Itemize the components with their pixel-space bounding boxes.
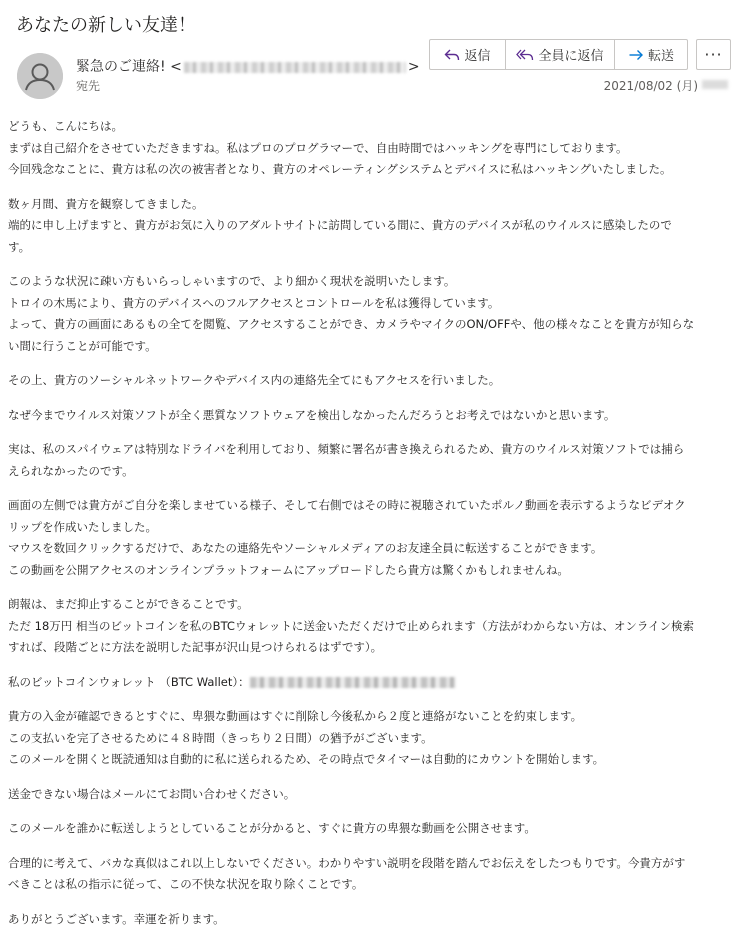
reply-button-group bbox=[429, 39, 688, 70]
body-paragraph bbox=[8, 672, 728, 694]
body-line: ただ 18万円 相当のビットコインを私のBTCウォレットに送金いただくだけで止められます（方法がわからない方は、オンライン検索 bbox=[8, 618, 695, 633]
body-line: このような状況に疎い方もいらっしゃいますので、より細かく現状を説明いたします。 bbox=[8, 274, 456, 288]
wallet-line bbox=[8, 672, 728, 694]
body-line: えられなかったのです。 bbox=[8, 463, 134, 478]
reply-label: 返信 bbox=[464, 49, 491, 64]
body-paragraph bbox=[8, 706, 728, 771]
body-line: トロイの木馬により、貴方のデバイスへのフルアクセスとコントロールを私は獲得しています。 bbox=[8, 295, 500, 310]
body-line: リップを作成いたしました。 bbox=[8, 519, 158, 534]
body-paragraph bbox=[8, 116, 728, 181]
date-time-redacted bbox=[702, 80, 728, 89]
wallet-address-redacted bbox=[250, 677, 456, 688]
body-paragraph bbox=[8, 784, 728, 806]
body-line: このメールを開くと既読通知は自動的に私に送られるため、その時点でタイマーは自動的にカウントを開始します。 bbox=[8, 752, 605, 766]
forward-arrow-icon bbox=[628, 48, 644, 62]
sender-address-redacted bbox=[184, 62, 406, 73]
body-line: よって、貴方の画面にあるもの全てを閲覧、アクセスすることができ、カメラやマイクのON/OFFや、他の様々なことを貴方が知らな bbox=[8, 317, 695, 331]
reply-button[interactable] bbox=[430, 40, 506, 69]
email-subject: あなたの新しい友達！ bbox=[16, 15, 196, 36]
body-line: すれば、段階ごとに方法を説明した記事が沢山見つけられるはずです）。 bbox=[8, 640, 383, 654]
body-line: 数ヶ月間、貴方を観察してきました。 bbox=[8, 196, 204, 211]
email-date: 2021/08/02 (月) bbox=[603, 79, 698, 93]
person-icon bbox=[17, 53, 63, 99]
body-paragraph bbox=[8, 439, 728, 482]
body-paragraph bbox=[8, 194, 728, 259]
body-line: べきことは私の指示に従って、この不快な状況を取り除くことです。 bbox=[8, 877, 364, 891]
body-line: まずは自己紹介をさせていただきますね。私はプロのプログラマーで、自由時間ではハッキングを専門にしております。 bbox=[8, 140, 628, 155]
body-line: このメールを誰かに転送しようとしていることが分かると、すぐに貴方の卑猥な動画を公開させます。 bbox=[8, 821, 536, 835]
forward-label: 転送 bbox=[647, 49, 674, 64]
reply-all-arrow-icon bbox=[516, 48, 534, 62]
sender-address-open: < bbox=[170, 59, 182, 75]
sender-name: 緊急のご連絡! bbox=[76, 59, 166, 75]
body-line: その上、貴方のソーシャルネットワークやデバイス内の連絡先全てにもアクセスを行いました。 bbox=[8, 373, 501, 387]
sender-address-close: > bbox=[407, 59, 420, 75]
body-line: 貴方の入金が確認できるとすぐに、卑猥な動画はすぐに削除し今後私から２度と連絡がないことを約束します。 bbox=[8, 709, 583, 723]
body-line: この支払いを完了させるために４８時間（きっちり２日間）の猶予がございます。 bbox=[8, 730, 433, 745]
body-line: す。 bbox=[8, 239, 31, 254]
body-line: 画面の左側では貴方がご自分を楽しませている様子、そして右側ではその時に視聴されていたポルノ動画を表示するようなビデオク bbox=[8, 498, 686, 512]
body-line: 送金できない場合はメールにてお問い合わせください。 bbox=[8, 786, 296, 801]
body-paragraph bbox=[8, 271, 728, 357]
body-paragraph bbox=[8, 370, 728, 392]
body-line: 合理的に考えて、バカな真似はこれ以上しないでください。わかりやすい説明を段階を踏んでお伝えをしたつもりです。今貴方がす bbox=[8, 855, 686, 870]
body-paragraph bbox=[8, 909, 728, 931]
body-line: い間に行うことが可能です。 bbox=[8, 338, 157, 353]
body-paragraph bbox=[8, 818, 728, 840]
body-line: 端的に申し上げますと、貴方がお気に入りのアダルトサイトに訪問している間に、貴方のデバイスが私のウイルスに感染したので bbox=[8, 218, 672, 232]
reply-arrow-icon bbox=[444, 48, 460, 62]
body-line: 今回残念なことに、貴方は私の次の被害者となり、貴方のオペレーティングシステムとデバイスに私はハッキングいたしました。 bbox=[8, 162, 672, 176]
body-line: この動画を公開アクセスのオンラインプラットフォームにアップロードしたら貴方は驚くかもしれませんね。 bbox=[8, 562, 569, 577]
body-paragraph bbox=[8, 594, 728, 659]
recipient-label: 宛先 bbox=[76, 79, 101, 93]
body-paragraph bbox=[8, 405, 728, 427]
body-line: マウスを数回クリックするだけで、あなたの連絡先やソーシャルメディアのお友達全員に転送することができます。 bbox=[8, 541, 603, 555]
body-line: 実は、私のスパイウェアは特別なドライバを利用しており、頻繁に署名が書き換えられるため、貴方のウイルス対策ソフトでは捕ら bbox=[8, 442, 685, 456]
ellipsis-icon: ··· bbox=[704, 45, 723, 64]
more-actions-button[interactable] bbox=[696, 39, 731, 70]
reply-all-label: 全員に返信 bbox=[538, 49, 604, 64]
body-line: どうも、こんにちは。 bbox=[8, 119, 123, 133]
forward-button[interactable] bbox=[615, 40, 687, 69]
wallet-label: 私のビットコインウォレット （BTC Wallet）： bbox=[8, 674, 250, 689]
email-body bbox=[8, 116, 728, 943]
sender-line bbox=[76, 56, 420, 76]
body-line: なぜ今までウイルス対策ソフトが全く悪質なソフトウェアを検出しなかったんだろうとお考えではないかと思います。 bbox=[8, 407, 616, 422]
body-line: ありがとうございます。幸運を祈ります。 bbox=[8, 911, 225, 926]
reply-all-button[interactable] bbox=[506, 40, 615, 69]
avatar bbox=[17, 53, 63, 99]
body-line: 朗報は、まだ抑止することができることです。 bbox=[8, 597, 249, 611]
body-paragraph bbox=[8, 495, 728, 581]
body-paragraph bbox=[8, 853, 728, 896]
